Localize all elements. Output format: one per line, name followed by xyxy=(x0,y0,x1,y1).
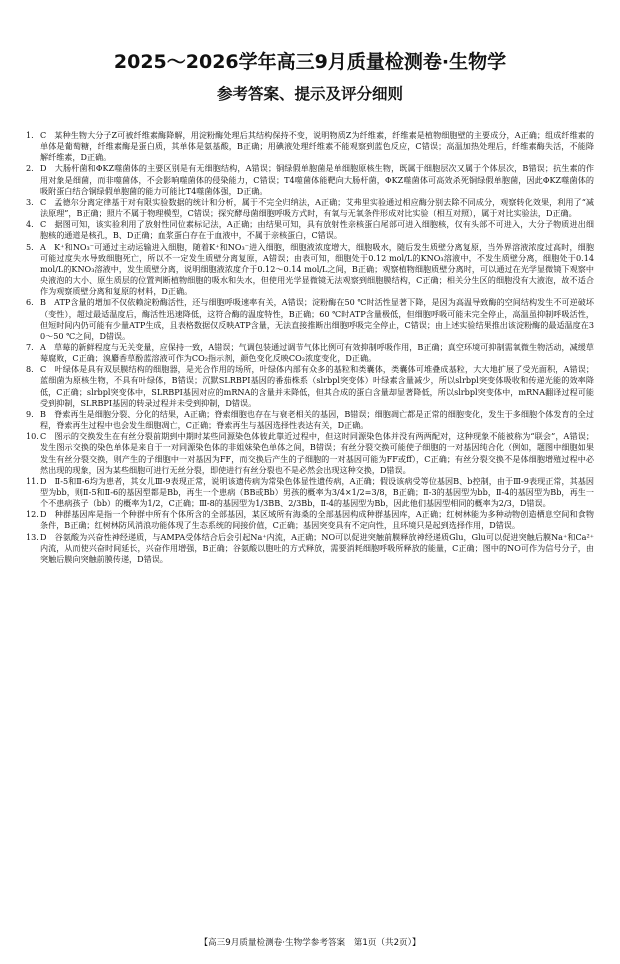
answer-text: A K⁺和NO₃⁻可通过主动运输进入细胞，随着K⁺和NO₃⁻进入细胞，细胞液浓度增大，细胞吸水，随后发生质壁分离复原，当外界溶液浓度过高时，细胞可能过度失水导致细胞死亡，所以不一定发生质壁分离复原，A错误；由表可知，细胞处于0.12 mol/L的KNO₃溶液中，不发生质壁分离，细胞处于0.14 mol/L的KNO₃溶液中，发生质壁分离，说明细胞液浓度介于0.12～0.14 mol/L之间，B正确；观察植物细胞质壁分离时，可以通过在光学显微镜下观察中央液泡的大小、原生质层的位置判断植物细胞的吸水和失水，但使用光学显微镜无法观察到细胞膜结构，C正确；相关分生区的细胞没有大液泡，故不适合作为观察质壁分离和复原的材料，D正确。 xyxy=(40,241,594,297)
answer-item-13 xyxy=(26,532,594,565)
answer-number: 12. xyxy=(26,509,39,520)
answer-item-10 xyxy=(26,431,594,476)
answer-text: C 图示的交换发生在有丝分裂前期到中期时某些同源染色体彼此靠近过程中，但这时同源染色体并没有两两配对，这种现象不能被称为“联会”，A错误；发生图示交换的染色单体是来自于一对同源染色体的非姐妹染色单体之间，B错误；有丝分裂交换可能使子细胞的一对基因纯合化（例如，题图中细胞如果发生有丝分裂交换，则产生的子细胞中一对基因为FF，而交换后产生的子细胞的一对基因可能为FF或ff），C正确；有丝分裂交换不是体细胞增殖过程中必然出现的现象，因为某些细胞可进行无丝分裂，即使进行有丝分裂也不是必然会出现这种交换，D错误。 xyxy=(40,431,594,475)
answer-text: C 据图可知，该实验利用了放射性同位素标记法，A正确；由结果可知，具有放射性亲核蛋白尾部可进入细胞核，仅有头部不可进入，大分子物质进出细胞核的通道是核孔，B、D正确；血浆蛋白存在于血液中，不属于亲核蛋白，C错误。 xyxy=(40,219,594,241)
answer-number: 1. xyxy=(26,130,34,140)
answer-item-6 xyxy=(26,297,594,342)
page-title: 2025～2026学年高三9月质量检测卷·生物学 xyxy=(113,51,507,73)
answer-item-3 xyxy=(26,197,594,219)
answer-number: 3. xyxy=(26,196,34,207)
answer-number: 6. xyxy=(26,297,34,308)
answer-number: 5. xyxy=(26,241,34,252)
answer-item-2 xyxy=(26,163,594,196)
answer-number: 8. xyxy=(26,364,34,375)
answer-item-11 xyxy=(26,476,594,509)
answer-number: 11. xyxy=(26,475,39,486)
answer-text: C 孟德尔分离定律基于对有限实验数据的统计和分析，属于不完全归纳法，A正确；艾弗里实验通过相应酶分别去除不同成分，观察转化效果，利用了“减法原理”，B正确；照片不属于物理模型，C错误；探究酵母菌细胞呼吸方式时，有氧与无氧条件形成对比实验（相互对照），属于对比实验法，D正确。 xyxy=(40,196,594,219)
answer-text: C 某种生物大分子Z可被纤维素酶降解，用淀粉酶处理后其结构保持不变，说明物质Z为纤维素，纤维素是植物细胞壁的主要成分，A正确；组成纤维素的单体是葡萄糖，纤维素酶是蛋白质，其单体是氨基酸，B正确；用碘液处理纤维素不能观察到蓝色反应，C错误；高温加热处理后，纤维素酶失活，不能降解纤维素，D正确。 xyxy=(40,130,594,163)
answer-number: 7. xyxy=(26,341,34,352)
answer-number: 10. xyxy=(26,431,39,442)
answer-item-1 xyxy=(26,130,594,163)
answer-item-8 xyxy=(26,364,594,409)
answer-text: B ATP含量的增加不仅依赖淀粉酶活性，还与细胞呼吸速率有关，A错误；淀粉酶在50 ℃时活性显著下降，是因为高温导致酶的空间结构发生不可逆破坏（变性），超过最适温度后，酶活性迅速降低，这符合酶的温度特性，B正确；60 ℃时ATP含量极低，但细胞呼吸可能未完全停止，高温虽抑制呼吸活性，但短时间内仍可能有少量ATP生成，且表格数据仅反映ATP含量，无法直接推断出细胞呼吸完全停止，C错误；由上述实验结果推出该淀粉酶的最适温度在30～50 ℃之间，D错误。 xyxy=(40,297,594,341)
answer-text: D Ⅱ-5和Ⅱ-6均为患者，其女儿Ⅲ-9表现正常，说明该遗传病为常染色体显性遗传病，A正确；假设该病受等位基因B、b控制，由于Ⅲ-9表现正常，其基因型为bb，则Ⅱ-5和Ⅱ-6的基因型都是Bb，再生一个患病（BB或Bb）男孩的概率为3/4×1/2=3/8，B正确；Ⅱ-3的基因型为bb，Ⅱ-4的基因型为Bb，再生一个不患病孩子（bb）的概率为1/2，C正确；Ⅲ-8的基因型为1/3BB、2/3Bb，Ⅱ-4的基因型为Bb，因此他们基因型相同的概率为2/3，D错误。 xyxy=(40,475,594,509)
answer-item-12 xyxy=(26,509,594,531)
answer-item-9 xyxy=(26,409,594,431)
answer-text: B 脊索再生是细胞分裂、分化的结果，A正确；脊索细胞也存在与衰老相关的基因，B错误；细胞凋亡都是正常的细胞变化，发生于多细胞个体发育的全过程，脊索再生过程中也会发生细胞凋亡，C正确；脊索再生与基因选择性表达有关，D正确。 xyxy=(40,408,594,431)
page-footer: 【高三9月质量检测卷·生物学参考答案 第1页（共2页）】 xyxy=(199,938,421,948)
answer-number: 9. xyxy=(26,408,34,419)
answer-item-7 xyxy=(26,342,594,364)
answer-text: C 叶绿体是具有双层膜结构的细胞器，是光合作用的场所，叶绿体内部有众多的基粒和类囊体，类囊体可堆叠成基粒，大大地扩展了受光面积，A错误；蓝细菌为原核生物，不具有叶绿体，B错误；沉默SLRBPI基因的番茄株系（slrbpl突变体）叶绿素含量减少，所以slrbpl突变体吸收和传递光能的效率降低，C正确；slrbpl突变体中，SLRBPI基因对应的mRNA的含量并未降低，但其合成的蛋白含量却显著降低，所以slrbpl突变体中，mRNA翻译过程可能受到抑制，SLRBPI基因的转录过程并未受到抑制，D错误。 xyxy=(40,364,594,408)
answer-number: 13. xyxy=(26,531,39,542)
answer-text: A 草莓的新鲜程度与无关变量，应保持一致，A错误；气调包装通过调节气体比例可有效抑制呼吸作用，B正确；真空环境可抑制需氧微生物活动，减缓草莓腐败，C正确；溴麝香草酚蓝溶液可作为CO₂指示剂，颜色变化反映CO₂浓度变化，D正确。 xyxy=(40,341,594,364)
answer-item-4 xyxy=(26,219,594,241)
answers-body xyxy=(26,130,594,565)
page-subtitle: 参考答案、提示及评分细则 xyxy=(216,85,403,103)
answer-number: 4. xyxy=(26,219,34,230)
answer-item-5 xyxy=(26,242,594,298)
answer-number: 2. xyxy=(26,163,34,174)
answer-text: D 大肠杆菌和ΦKZ噬菌体的主要区别是有无细胞结构，A错误；铜绿假单胞菌是单细胞原核生物，既属于细胞层次又属于个体层次，B错误；抗生素的作用对象是细菌，而非噬菌体，不会影响噬菌体的侵染能力，C错误；T4噬菌体能靶向大肠杆菌，ΦKZ噬菌体可高效杀死铜绿假单胞菌，因此ΦKZ噬菌体的吸附蛋白结合铜绿假单胞菌的能力可能比T4噬菌体强，D正确。 xyxy=(40,163,594,196)
answer-text: D 谷氨酸为兴奋性神经递质，与AMPA受体结合后会引起Na⁺内流，A正确；NO可以促进突触前膜释放神经递质Glu，Glu可以促进突触后膜Na⁺和Ca²⁺内流，从而使兴奋时间延长，兴奋作用增强，B正确；谷氨酸以胞吐的方式释放，需要消耗细胞呼吸所释放的能量，C正确；图中的NO可作为信号分子，由突触后膜向突触前膜传递，D错误。 xyxy=(40,531,594,564)
answer-text: D 种群基因库是指一个种群中所有个体所含的全部基因，某区域所有海桑的全部基因构成种群基因库，A正确；红树林能为多种动物创造栖息空间和食物条件，B正确；红树林防风消浪功能体现了生态系统的间接价值，C正确；基因突变具有不定向性，且环境只是起到选择作用，D错误。 xyxy=(40,509,594,531)
